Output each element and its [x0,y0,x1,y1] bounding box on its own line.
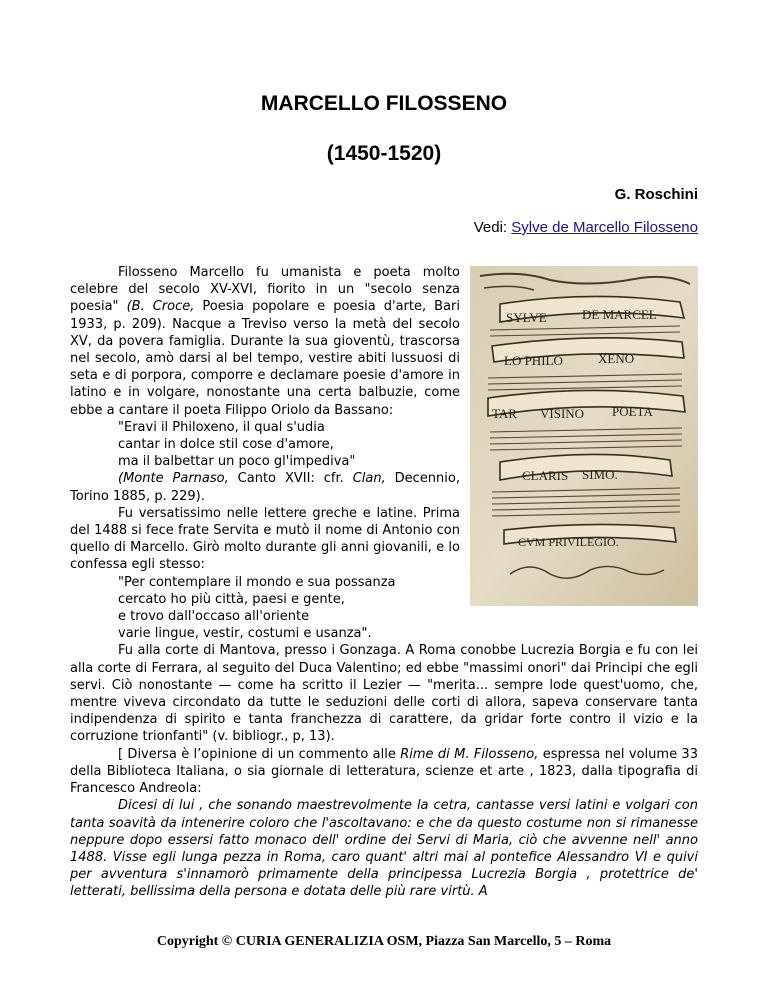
banner-text: SYLVE [506,310,547,325]
see-label: Vedi: [473,219,508,236]
banner-text: VISINO [540,406,585,421]
paragraph: Filosseno Marcello fu umanista e poeta molto celebre del secolo XV-XVI, fiorito in un "secolo senza poesia" (B. Croce, Poesia popolare e poesia d'arte, Bari 1933, p. 209). Nacque a Treviso verso la metà del secolo XV, da povera famiglia. Durante la sua gioventù, trascorsa nel secolo, amò darsi al bel tempo, vestire abiti lussuosi di seta e di porpora, comporre e declamare poesie d'amore in latino e in volgare, nonostante una certa balbuzie, come ebbe a cantare il poeta Filippo Oriolo da Bassano: [70,265,460,418]
verse-line: e trovo dall'occaso all'oriente [118,609,310,625]
page-title: MARCELLO FILOSSENO [260,92,508,115]
verse-citation: (Monte Parnaso, Canto XVII: cfr. Clan, Decennio, Torino 1885, p. 229). [70,471,460,504]
banner-text: CVM PRIVILEGIO. [518,535,619,549]
banner-text: CLARIS [522,468,569,483]
banner-text: SIMO. [582,467,618,482]
page-subtitle-years: (1450-1520) [326,142,442,165]
verse-line: ma il balbettar un poco gl'impediva" [118,454,356,470]
author-name: G. Roschini [614,186,698,203]
verse-line: cercato ho più città, paesi e gente, [118,591,345,607]
sylve-link[interactable]: Sylve de Marcello Filosseno [511,219,698,236]
article-body [70,264,698,901]
paragraph: Fu alla corte di Mantova, presso i Gonzaga. A Roma conobbe Lucrezia Borgia e fu con lei alla corte di Ferrara, al seguito del Duca Valentino; ed ebbe "massimi onori" dai Principi che egli servi. Ciò nonostante — come ha scritto il Lezier — "merita... sempre lode quest'uomo, che, mentre viveva circondato da tutte le seduzioni delle corti di allora, sapeva conservare tanta indipendenza di spirito e tanta franchezza di carattere, da gridar forte contro il vizio e la corruzione trionfanti" (v. bibliogr., p, 13). [70,643,698,745]
banner-text: LO PHILO [504,353,563,368]
paragraph: [ Diversa è l’opinione di un commento alle Rime di M. Filosseno, espressa nel volume 33 della Biblioteca Italiana, o sia giornale di letteratura, scienze et arte , 1823, dalla tipografia di Francesco Andreola: [70,746,698,797]
verse-line: varie lingue, vestir, costumi e usanza". [118,626,372,642]
verse-line: "Per contemplare il mondo e sua possanza [118,574,396,590]
paragraph: Fu versatissimo nelle lettere greche e latine. Prima del 1488 si fece frate Servita e mutò il nome di Antonio con quello di Marcello. Girò molto durante gli anni giovanili, e lo confessa egli stesso: [70,505,460,573]
see-also [474,219,698,236]
quoted-passage: Dicesi di lui , che sonando maestrevolmente la cetra, cantasse versi latini e volgari con tanta soavità da intenerire coloro che l'ascoltavano: e che da questo costume non si rimanesse neppure dopo essersi fatto monaco dell' ordine dei Servi di Maria, ciò che avvenne nell' anno 1488. Visse egli lunga pezza in Roma, caro quant' altri mai al pontefice Alessandro VI e quivi per avventura s'innamorò primamente della principessa Lucrezia Borgia , protettrice de' letterati, bellissima della persona e dotata delle più rare virtù. A [70,798,698,900]
copyright-footer: Copyright © CURIA GENERALIZIA OSM, Piazza San Marcello, 5 – Roma [156,934,612,949]
banner-text: TAR [492,406,517,421]
verse-line: cantar in dolce stil cose d'amore, [118,437,334,453]
banner-text: POETA [612,404,653,419]
banner-text: XENO [598,351,635,366]
verse-line: "Eravi il Philoxeno, il qual s'udia [118,419,325,435]
banner-text: DE MARCEL [582,307,657,322]
